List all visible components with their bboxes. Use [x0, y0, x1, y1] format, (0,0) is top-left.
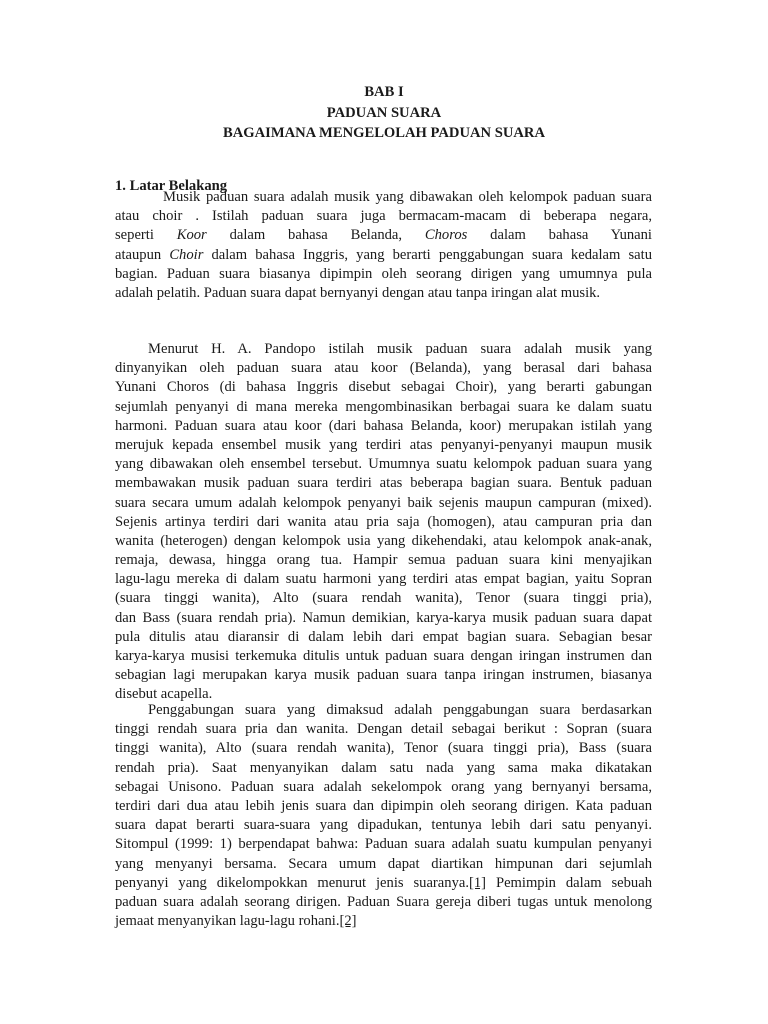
paragraph-line: atau choir . Istilah paduan suara juga bermacam-macam di beberapa negara,: [115, 208, 652, 225]
chapter-subtitle: BAGAIMANA MENGELOLAH PADUAN SUARA: [222, 125, 546, 141]
paragraph-line: suara secara umum adalah kelompok penyanyi baik sejenis maupun campuran (mixed).: [115, 494, 652, 511]
paragraph-line-text: ataupun Choir dalam bahasa Inggris, yang berarti penggabungan suara kedalam satu: [115, 246, 652, 263]
paragraph-line: terdiri dari dua atau lebih jenis suara dan dipimpin oleh seorang dirigen. Kata paduan: [115, 797, 652, 814]
paragraph-line: Sejenis artinya terdiri dari wanita atau pria saja (homogen), atau campuran pria dan: [115, 513, 652, 530]
paragraph-line: bagian. Paduan suara biasanya dipimpin oleh seorang dirigen yang umumnya pula: [115, 265, 652, 282]
paragraph-line: Sitompul (1999: 1) berpendapat bahwa: Paduan suara adalah suatu kumpulan penyanyi: [115, 836, 652, 853]
chapter-title: PADUAN SUARA: [326, 104, 442, 121]
paragraph-line: dan Bass (suara rendah pria). Namun demikian, karya-karya musik paduan suara dapat: [115, 609, 652, 626]
chapter-number: BAB I: [364, 84, 404, 100]
paragraph-line: wanita (heterogen) dengan kelompok usia yang dikehendaki, atau kelompok anak-anak,: [115, 532, 652, 549]
paragraph-line: karya-karya musisi terkemuka ditulis untuk paduan suara dengan iringan instrumen dan: [115, 648, 652, 664]
paragraph-line: sebagai Unisono. Paduan suara adalah sekelompok orang yang bernyanyi bersama,: [115, 778, 652, 795]
paragraph-line: paduan suara adalah seorang dirigen. Paduan Suara gereja diberi tugas untuk menolong: [115, 893, 652, 910]
paragraph-line: rendah pria). Saat menyanyikan dalam satu nada yang sama maka dikatakan: [115, 759, 652, 776]
section-heading: 1. Latar Belakang: [115, 178, 228, 194]
paragraph-line: Menurut H. A. Pandopo istilah musik paduan suara adalah musik yang: [148, 341, 652, 357]
paragraph-line-text: Pemimpin dalam sebuah: [486, 874, 652, 891]
paragraph-line: Musik paduan suara adalah musik yang dibawakan oleh kelompok paduan suara: [163, 189, 652, 205]
paragraph-line: dinyanyikan oleh paduan suara atau koor (Belanda), yang berasal dari bahasa: [115, 360, 652, 377]
paragraph-line: lagu-lagu mereka di dalam suatu harmoni yang terdiri atas empat bagian, yaitu Sopran: [115, 571, 652, 588]
paragraph-line-text: seperti Koor dalam bahasa Belanda, Choros dalam bahasa Yunani: [115, 227, 652, 244]
paragraph-line: adalah pelatih. Paduan suara dapat bernyanyi dengan atau tanpa iringan alat musik.: [115, 284, 601, 301]
paragraph-line: suara dapat berarti suara-suara yang dipadukan, tentunya lebih dari satu penyanyi.: [115, 817, 652, 834]
paragraph-line: Penggabungan suara yang dimaksud adalah penggabungan suara berdasarkan: [148, 702, 652, 718]
paragraph-line-text: penyanyi yang dikelompokkan menurut jenis suaranya.: [115, 874, 469, 891]
paragraph-3: [115, 701, 652, 931]
paragraph-line: harmoni. Paduan suara atau koor (dari bahasa Belanda, koor) merupakan istilah yang: [115, 417, 652, 434]
paragraph-line: (suara tinggi wanita), Alto (suara rendah wanita), Tenor (suara tinggi pria),: [115, 590, 652, 607]
paragraph-line: [115, 874, 652, 893]
paragraph-line: sebagian lagi merupakan karya musik paduan suara tanpa iringan instrumen, biasanya: [115, 667, 652, 684]
paragraph-line: membawakan musik paduan suara terdiri atas beberapa bagian suara. Bentuk paduan: [115, 475, 652, 492]
paragraph-line: [115, 226, 652, 245]
foreign-term: Koor: [176, 227, 207, 244]
chapter-title-block: [0, 82, 768, 144]
paragraph-line-text: jemaat menyanyikan lagu-lagu rohani.: [115, 913, 340, 930]
paragraph-line: [115, 912, 652, 931]
paragraph-line: tinggi wanita), Alto (suara rendah wanita), Tenor (suara tinggi pria), Bass (suara: [115, 740, 652, 757]
paragraph-line: tinggi rendah suara pria dan wanita. Dengan detail sebagai berikut : Sopran (suara: [115, 721, 652, 738]
foreign-term: Choir: [169, 246, 204, 263]
paragraph-1: [115, 188, 652, 303]
paragraph-line: Yunani Choros (di bahasa Inggris disebut sebagai Choir), yang berarti gabungan: [115, 379, 652, 396]
paragraph-line: disebut acapella.: [115, 686, 213, 703]
paragraph-line: [115, 246, 652, 265]
paragraph-line: remaja, dewasa, hingga orang tua. Hampir semua paduan suara kini menyajikan: [115, 552, 652, 569]
footnote-link-2[interactable]: [2]: [339, 913, 357, 930]
paragraph-line: yang dibawakan oleh ensembel tersebut. Umumnya suatu kelompok paduan suara yang: [115, 456, 652, 473]
paragraph-line: yang menyanyi bersama. Secara umum dapat diartikan himpunan dari sejumlah: [115, 855, 652, 872]
paragraph-2: [115, 340, 652, 705]
paragraph-line: merujuk kepada ensembel musik yang terdiri atas penyanyi-penyanyi maupun musik: [115, 436, 652, 453]
footnote-link-1[interactable]: [1]: [469, 874, 487, 891]
paragraph-line: pula ditulis atau diaransir di dalam lebih dari empat bagian suara. Sebagian besar: [115, 628, 652, 645]
foreign-term: Choros: [424, 227, 468, 244]
paragraph-line: sejumlah penyanyi di mana mereka mengombinasikan berbagai suara ke dalam suatu: [115, 398, 652, 415]
